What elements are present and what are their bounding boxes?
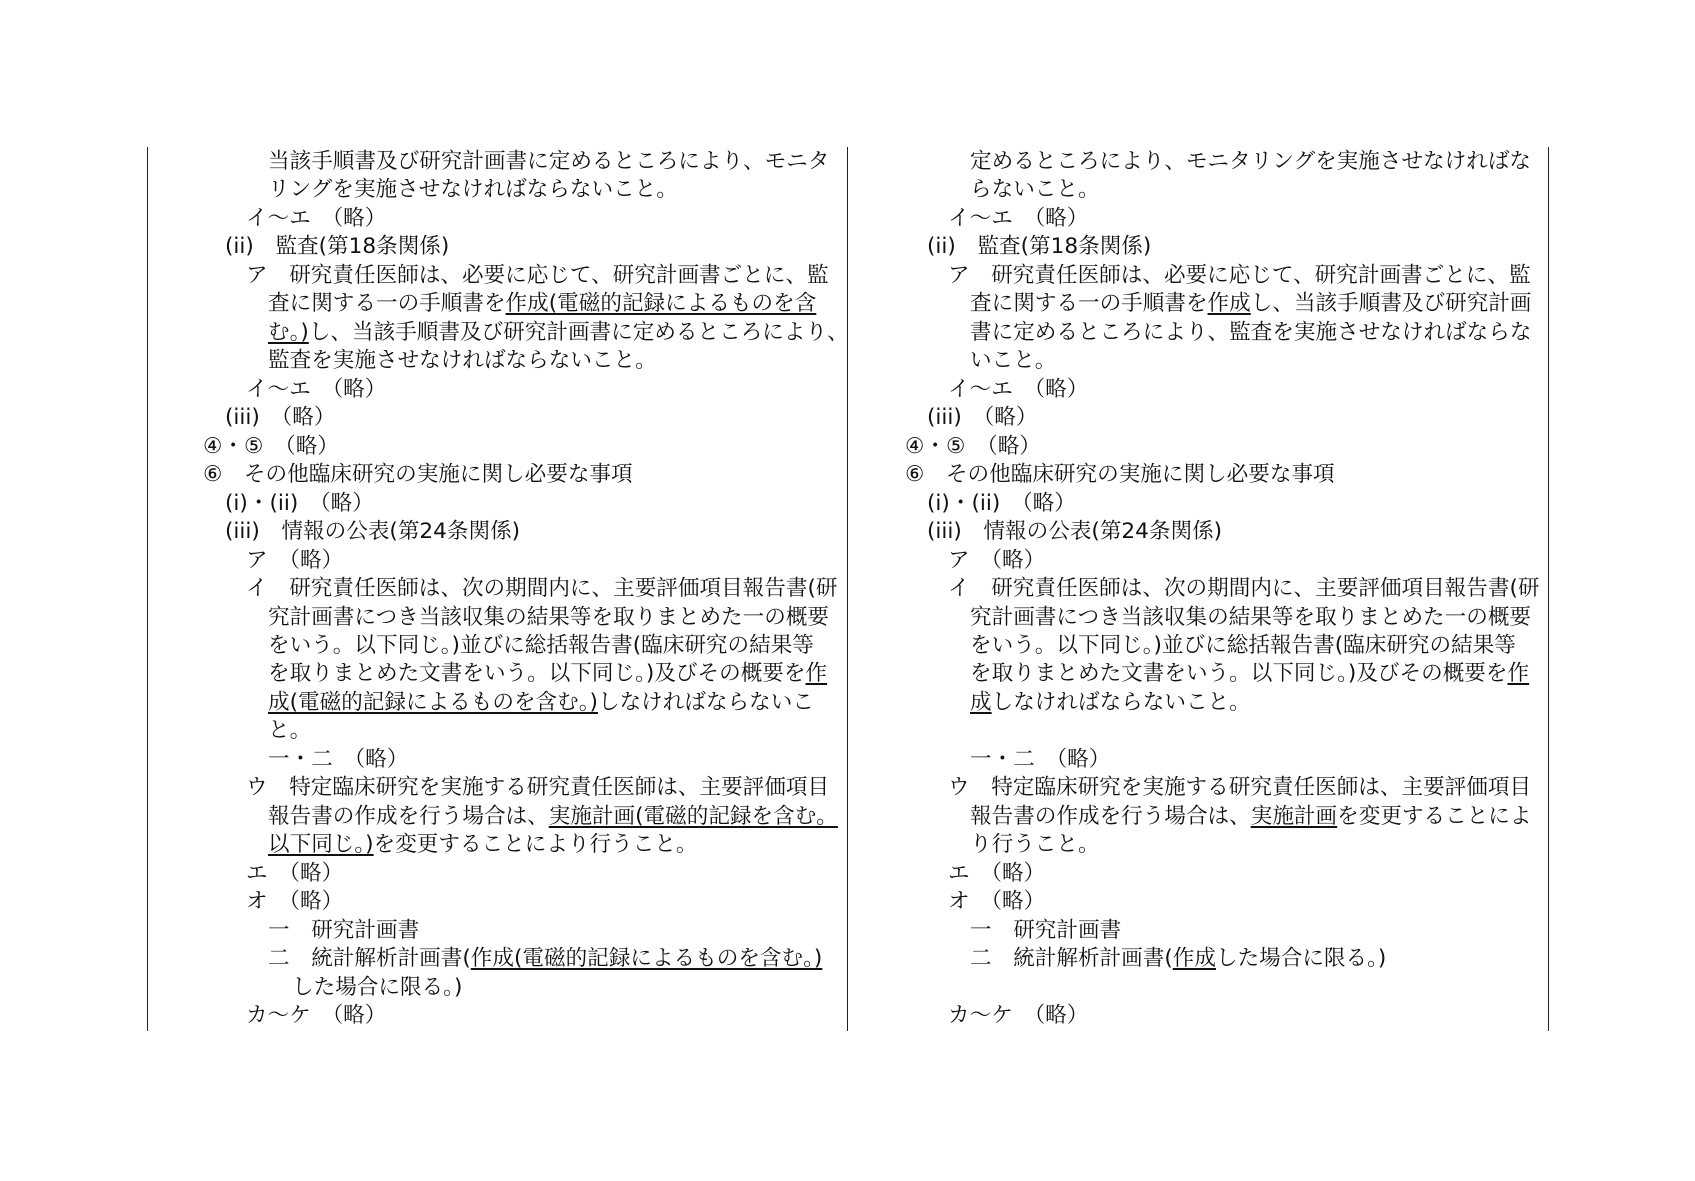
text-segment: イ～エ （略） xyxy=(948,376,1089,402)
text-line xyxy=(970,831,1100,859)
text-line xyxy=(970,176,1100,204)
text-line xyxy=(268,632,814,660)
text-line xyxy=(203,433,339,461)
text-segment: ア 研究責任医師は、必要に応じて、研究計画書ごとに、監 xyxy=(948,262,1531,288)
text-segment: いこと。 xyxy=(970,348,1057,374)
text-line xyxy=(970,803,1531,831)
text-line xyxy=(970,604,1531,632)
text-segment: ア （略） xyxy=(246,547,344,573)
text-line xyxy=(970,319,1531,347)
text-line xyxy=(246,1002,386,1030)
text-line xyxy=(927,233,1151,261)
text-segment: カ～ケ （略） xyxy=(948,1003,1089,1029)
text-segment: 一 研究計画書 xyxy=(970,917,1122,943)
text-segment: し、当該手順書及び研究計画書に定めるところにより、 xyxy=(308,319,849,345)
text-segment: 報告書の作成を行う場合は、 xyxy=(268,803,549,829)
text-line xyxy=(970,660,1529,688)
text-segment: エ （略） xyxy=(948,860,1046,886)
underlined-amendment: 実施計画 xyxy=(1250,803,1338,829)
text-line xyxy=(948,860,1045,888)
text-segment: イ～エ （略） xyxy=(948,205,1089,231)
text-segment: 定めるところにより、モニタリングを実施させなければな xyxy=(970,149,1532,174)
text-line xyxy=(225,404,335,432)
text-segment: を変更することにより行うこと。 xyxy=(373,832,698,858)
text-segment: ウ 特定臨床研究を実施する研究責任医師は、主要評価項目 xyxy=(948,775,1532,801)
text-segment: 一・二 （略） xyxy=(970,746,1111,772)
text-line xyxy=(268,689,814,717)
text-segment: ア （略） xyxy=(948,547,1046,573)
text-segment: オ （略） xyxy=(246,889,344,915)
underlined-amendment: 以下同じ。) xyxy=(268,832,374,858)
text-segment: カ～ケ （略） xyxy=(246,1003,387,1029)
text-line xyxy=(970,347,1056,375)
text-line xyxy=(268,176,678,204)
text-segment: オ （略） xyxy=(948,889,1046,915)
text-line xyxy=(268,746,408,774)
text-line xyxy=(948,888,1045,916)
text-segment: ア 研究責任医師は、必要に応じて、研究計画書ごとに、監 xyxy=(246,262,829,288)
text-segment: 書に定めるところにより、監査を実施させなければならな xyxy=(970,319,1532,345)
text-segment: (i)・(ii) （略） xyxy=(927,490,1076,516)
text-segment: イ 研究責任医師は、次の期間内に、主要評価項目報告書(研 xyxy=(246,576,838,602)
text-line xyxy=(970,689,1251,717)
text-line xyxy=(246,888,343,916)
text-line xyxy=(948,376,1088,404)
text-segment: した場合に限る。) xyxy=(292,974,463,1000)
text-line xyxy=(970,917,1121,945)
text-segment: した場合に限る。) xyxy=(1215,946,1387,972)
text-segment: ⑥ その他臨床研究の実施に関し必要な事項 xyxy=(905,462,1335,488)
text-line xyxy=(268,917,419,945)
text-segment: 究計画書につき当該収集の結果等を取りまとめた一の概要 xyxy=(970,604,1532,630)
text-segment: 報告書の作成を行う場合は、 xyxy=(970,803,1251,829)
text-line xyxy=(268,319,849,347)
text-line xyxy=(246,205,386,233)
text-segment: 二 統計解析計画書( xyxy=(268,946,471,972)
text-segment: しなければならないこ xyxy=(597,689,814,715)
text-line xyxy=(905,461,1335,489)
text-segment: (iii) 情報の公表(第24条関係) xyxy=(927,519,1223,545)
underlined-amendment: む。) xyxy=(268,319,309,345)
text-line xyxy=(948,575,1539,603)
text-line xyxy=(970,746,1110,774)
text-line xyxy=(948,547,1045,575)
text-segment: (iii) （略） xyxy=(927,405,1038,431)
text-segment: と。 xyxy=(268,718,312,744)
text-segment: ④・⑤ （略） xyxy=(905,433,1041,459)
text-segment: を取りまとめた文書をいう。以下同じ。)及びその概要を xyxy=(970,661,1508,687)
text-segment: を取りまとめた文書をいう。以下同じ。)及びその概要を xyxy=(268,661,806,687)
text-segment: 一・二 （略） xyxy=(268,746,409,772)
text-line xyxy=(268,604,829,632)
text-line xyxy=(927,490,1076,518)
text-line xyxy=(246,774,829,802)
text-segment: (iii) （略） xyxy=(225,405,336,431)
text-segment: し、当該手順書及び研究計画 xyxy=(1250,291,1532,317)
text-segment: をいう。以下同じ。)並びに総括報告書(臨床研究の結果等 xyxy=(970,632,1516,658)
underlined-amendment: 作成 xyxy=(1172,946,1216,972)
text-line xyxy=(225,518,520,546)
text-line xyxy=(268,717,311,745)
text-line xyxy=(948,262,1531,290)
text-segment: り行うこと。 xyxy=(970,832,1100,858)
text-segment: 査に関する一の手順書を xyxy=(268,291,506,317)
text-line xyxy=(268,660,827,688)
text-line xyxy=(268,945,822,973)
text-segment: リングを実施させなければならないこと。 xyxy=(268,177,678,203)
text-segment: (iii) 情報の公表(第24条関係) xyxy=(225,519,521,545)
text-line xyxy=(970,632,1516,660)
text-line xyxy=(970,290,1531,318)
text-segment: エ （略） xyxy=(246,860,344,886)
text-line xyxy=(927,404,1037,432)
text-line xyxy=(225,233,449,261)
underlined-amendment: 作成(電磁的記録によるものを含 xyxy=(505,291,817,317)
text-segment: らないこと。 xyxy=(970,177,1100,203)
text-line xyxy=(246,547,343,575)
text-segment: イ 研究責任医師は、次の期間内に、主要評価項目報告書(研 xyxy=(948,576,1540,602)
text-segment: 当該手順書及び研究計画書に定めるところにより、モニタ xyxy=(268,149,830,174)
text-line xyxy=(225,490,374,518)
text-segment: 査に関する一の手順書を xyxy=(970,291,1208,317)
text-segment: しなければならないこと。 xyxy=(991,689,1251,715)
text-segment: 一 研究計画書 xyxy=(268,917,420,943)
text-segment: ⑥ その他臨床研究の実施に関し必要な事項 xyxy=(203,462,633,488)
text-segment: をいう。以下同じ。)並びに総括報告書(臨床研究の結果等 xyxy=(268,632,814,658)
text-segment: (ii) 監査(第18条関係) xyxy=(225,234,450,260)
text-segment: イ～エ （略） xyxy=(246,376,387,402)
text-line xyxy=(268,831,698,859)
underlined-amendment: 実施計画(電磁的記録を含む。 xyxy=(548,803,838,829)
text-line xyxy=(970,148,1531,176)
text-segment: 監査を実施させなければならないこと。 xyxy=(268,348,657,374)
text-line xyxy=(268,803,838,831)
column-border-left xyxy=(147,147,148,1031)
text-line xyxy=(948,205,1088,233)
text-line xyxy=(246,575,837,603)
text-line xyxy=(268,148,829,176)
text-line xyxy=(905,433,1041,461)
underlined-amendment: 作成 xyxy=(1207,291,1251,317)
text-line xyxy=(292,974,462,1002)
text-line xyxy=(246,376,386,404)
text-segment: ウ 特定臨床研究を実施する研究責任医師は、主要評価項目 xyxy=(246,775,830,801)
underlined-amendment: 成(電磁的記録によるものを含む。) xyxy=(268,689,598,715)
underlined-amendment: 作成(電磁的記録によるものを含む。) xyxy=(470,946,823,972)
underlined-amendment: 作 xyxy=(805,661,828,687)
text-line xyxy=(246,262,829,290)
text-line xyxy=(246,860,343,888)
text-segment: 二 統計解析計画書( xyxy=(970,946,1173,972)
text-segment: イ～エ （略） xyxy=(246,205,387,231)
text-segment: (i)・(ii) （略） xyxy=(225,490,374,516)
text-segment: (ii) 監査(第18条関係) xyxy=(927,234,1152,260)
text-segment: 究計画書につき当該収集の結果等を取りまとめた一の概要 xyxy=(268,604,830,630)
text-line xyxy=(268,347,657,375)
text-line xyxy=(203,461,633,489)
text-line xyxy=(927,518,1222,546)
text-line xyxy=(948,1002,1088,1030)
text-segment: を変更することによ xyxy=(1337,803,1532,829)
text-line xyxy=(970,945,1386,973)
column-border-right xyxy=(1548,147,1549,1031)
underlined-amendment: 成 xyxy=(970,689,992,715)
underlined-amendment: 作 xyxy=(1507,661,1530,687)
text-line xyxy=(268,290,816,318)
text-line xyxy=(948,774,1531,802)
text-segment: ④・⑤ （略） xyxy=(203,433,339,459)
column-divider xyxy=(847,147,848,1031)
